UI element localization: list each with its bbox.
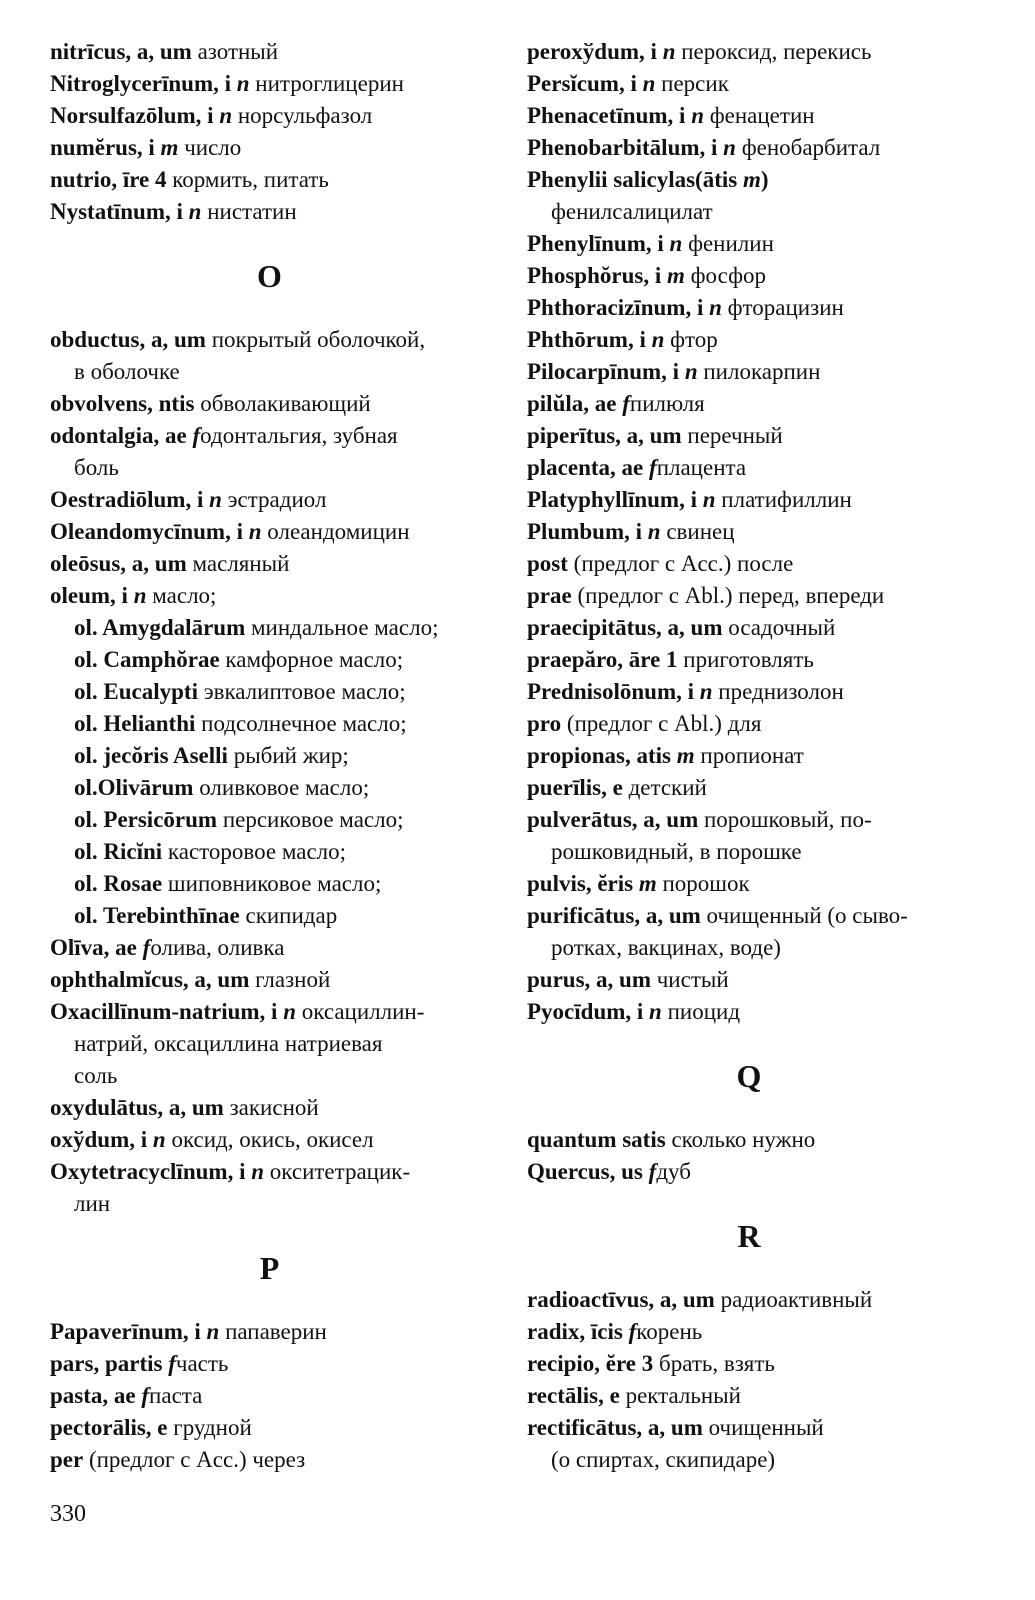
entry-headword: praecipitātus, a, um [527, 615, 723, 640]
entry-headword: post [527, 551, 568, 576]
entry-headword: ol. Ricĭni [74, 839, 163, 864]
entry-translation: дуб [656, 1159, 691, 1184]
entry-gender: f [622, 391, 630, 416]
entry-translation: шиповниковое масло; [162, 871, 382, 896]
dictionary-entry [527, 580, 987, 612]
entry-translation: рыбий жир; [227, 743, 349, 768]
entry-gender: n [709, 295, 722, 320]
entry-gender: n [669, 231, 683, 256]
entry-gender: n [691, 103, 704, 128]
entry-gender: n [152, 1127, 166, 1152]
entry-headword: pulvis, ĕris [527, 871, 634, 896]
entry-translation: олеандомицин [261, 519, 410, 544]
entry-continuation [527, 836, 987, 868]
dictionary-entry [50, 964, 505, 996]
dictionary-entry [527, 1284, 987, 1316]
entry-gender: m [666, 263, 685, 288]
entry-headword: pectorālis, e [50, 1415, 168, 1440]
section-letter: O [257, 258, 282, 294]
entry-gender: n [283, 999, 296, 1024]
sub-entry [50, 900, 505, 932]
entry-gender: m [160, 135, 179, 160]
entry-translation: закисной [223, 1095, 319, 1120]
dictionary-entry [50, 1412, 505, 1444]
entry-gender: n [699, 679, 713, 704]
entry-gender: n [219, 103, 233, 128]
entry-headword: Phthoracizīnum, i [527, 295, 704, 320]
dictionary-entry [50, 100, 505, 132]
entry-gender: f [648, 1159, 657, 1184]
entry-headword: quantum satis [527, 1127, 666, 1152]
dictionary-entry [50, 1124, 505, 1156]
entry-translation: в оболочке [74, 359, 180, 384]
entry-headword: Persĭcum, i [527, 71, 637, 96]
entry-translation: ) [760, 167, 769, 192]
entry-translation: кормить, питать [166, 167, 329, 192]
entry-headword: propionas, atis [527, 743, 672, 768]
entry-translation: фторацизин [721, 295, 844, 320]
entry-gender: n [647, 519, 661, 544]
entry-gender: n [702, 487, 716, 512]
entry-gender: n [209, 487, 222, 512]
entry-translation: паста [149, 1383, 203, 1408]
entry-translation: порошковый, по- [698, 807, 872, 832]
entry-headword: Pilocarpīnum, i [527, 359, 680, 384]
entry-headword: ol. Persicōrum [74, 807, 218, 832]
entry-continuation [50, 452, 505, 484]
entry-headword: piperītus, a, um [527, 423, 682, 448]
dictionary-entry [50, 996, 505, 1028]
entry-translation: олива, оливка [150, 935, 285, 960]
entry-headword: oleum, i [50, 583, 128, 608]
dictionary-entry [527, 356, 987, 388]
dictionary-entry [50, 164, 505, 196]
entry-gender: f [192, 423, 201, 448]
dictionary-entry [50, 1380, 505, 1412]
entry-continuation [50, 356, 505, 388]
entry-translation: преднизолон [712, 679, 844, 704]
entry-translation: глазной [249, 967, 331, 992]
entry-headword: odontalgia, ae [50, 423, 187, 448]
entry-headword: pro [527, 711, 562, 736]
entry-translation: корень [636, 1319, 703, 1344]
dictionary-entry [527, 452, 987, 484]
entry-translation: папаверин [219, 1319, 327, 1344]
entry-translation: нистатин [201, 199, 297, 224]
entry-translation: пропионат [694, 743, 804, 768]
entry-translation: подсолнечное масло; [195, 711, 407, 736]
dictionary-entry [527, 1124, 987, 1156]
entry-translation: скипидар [239, 903, 338, 928]
entry-headword: per [50, 1447, 84, 1472]
dictionary-entry [50, 36, 505, 68]
entry-headword: Oxytetracyclīnum, i [50, 1159, 246, 1184]
sub-entry [50, 644, 505, 676]
entry-gender: n [684, 359, 698, 384]
dictionary-entry [527, 1412, 987, 1444]
dictionary-entry [527, 644, 987, 676]
dictionary-entry [50, 324, 505, 356]
entry-translation: пиоцид [661, 999, 741, 1024]
dictionary-entry [527, 740, 987, 772]
entry-gender: f [141, 1383, 150, 1408]
page-number: 330 [50, 1501, 86, 1527]
dictionary-entry [527, 868, 987, 900]
dictionary-entry [50, 580, 505, 612]
dictionary-entry [50, 132, 505, 164]
dictionary-entry [50, 1316, 505, 1348]
entry-translation: (предлог с Acc.) через [83, 1447, 306, 1472]
entry-translation: свинец [660, 519, 735, 544]
entry-translation: масляный [186, 551, 290, 576]
entry-translation: лин [74, 1191, 111, 1216]
dictionary-entry [527, 804, 987, 836]
entry-translation: часть [175, 1351, 229, 1376]
entry-headword: Phenylīnum, i [527, 231, 664, 256]
dictionary-entry [50, 420, 505, 452]
dictionary-entry [527, 100, 987, 132]
entry-headword: nutrio, īre 4 [50, 167, 167, 192]
entry-translation: порошок [656, 871, 750, 896]
entry-gender: f [628, 1319, 637, 1344]
entry-translation: пероксид, перекись [675, 39, 872, 64]
entry-headword: radix, īcis [527, 1319, 623, 1344]
entry-translation: (о спиртах, скипидаре) [551, 1447, 776, 1472]
dictionary-entry [50, 1444, 505, 1476]
entry-translation: боль [74, 455, 119, 480]
dictionary-entry [527, 228, 987, 260]
entry-headword: nitrīcus, a, um [50, 39, 192, 64]
entry-continuation [527, 1444, 987, 1476]
entry-gender: n [642, 71, 656, 96]
entry-translation: перечный [681, 423, 783, 448]
entry-translation: нитроглицерин [249, 71, 404, 96]
entry-headword: puerīlis, e [527, 775, 623, 800]
entry-headword: Phenacetīnum, i [527, 103, 686, 128]
entry-headword: Phenylii salicylas(ātis [527, 167, 743, 192]
left-column [50, 36, 505, 1476]
sub-entry [50, 612, 505, 644]
entry-gender: f [168, 1351, 176, 1376]
entry-translation: оксациллин- [296, 999, 425, 1024]
dictionary-entry [527, 708, 987, 740]
dictionary-entry [527, 612, 987, 644]
entry-continuation [50, 1060, 505, 1092]
entry-gender: n [251, 1159, 265, 1184]
entry-translation: персик [655, 71, 729, 96]
entry-headword: ol. Camphŏrae [74, 647, 220, 672]
sub-entry [50, 772, 505, 804]
entry-gender: m [676, 743, 695, 768]
section-letter: P [259, 1250, 280, 1286]
entry-gender: n [236, 71, 250, 96]
dictionary-entry [527, 676, 987, 708]
entry-translation: соль [74, 1063, 118, 1088]
entry-headword: pasta, ae [50, 1383, 136, 1408]
entry-headword: obvolvens, ntis [50, 391, 195, 416]
entry-gender: n [188, 199, 202, 224]
entry-translation: пилюля [629, 391, 705, 416]
dictionary-entry [527, 1348, 987, 1380]
entry-translation: камфорное масло; [219, 647, 404, 672]
entry-headword: ol. Helianthi [74, 711, 196, 736]
entry-continuation [527, 196, 987, 228]
dictionary-entry [527, 1316, 987, 1348]
entry-headword: Phosphŏrus, i [527, 263, 662, 288]
entry-gender: n [723, 135, 736, 160]
entry-translation: приготовлять [677, 647, 814, 672]
section-letter: R [737, 1218, 761, 1254]
dictionary-entry [527, 900, 987, 932]
entry-continuation [527, 932, 987, 964]
dictionary-entry [50, 388, 505, 420]
entry-headword: purus, a, um [527, 967, 651, 992]
entry-gender: n [651, 327, 665, 352]
entry-gender: n [206, 1319, 220, 1344]
entry-translation: очищенный (о сыво- [700, 903, 908, 928]
entry-headword: Oxacillīnum-natrium, i [50, 999, 278, 1024]
dictionary-entry [50, 932, 505, 964]
entry-headword: ol. Terebinthīnae [74, 903, 240, 928]
entry-translation: одонтальгия, зубная [200, 423, 398, 448]
entry-translation: сколько нужно [665, 1127, 816, 1152]
entry-translation: окситетрацик- [264, 1159, 411, 1184]
entry-headword: Plumbum, i [527, 519, 643, 544]
dictionary-entry [527, 260, 987, 292]
entry-headword: peroxўdum, i [527, 39, 657, 64]
entry-translation: ректальный [619, 1383, 741, 1408]
dictionary-entry [527, 996, 987, 1028]
entry-headword: prae [527, 583, 572, 608]
entry-translation: фтор [664, 327, 718, 352]
entry-headword: Olīva, ae [50, 935, 137, 960]
entry-translation: оливковое масло; [193, 775, 370, 800]
dictionary-entry [527, 964, 987, 996]
entry-translation: рошковидный, в порошке [551, 839, 802, 864]
dictionary-entry [527, 68, 987, 100]
entry-continuation [50, 1028, 505, 1060]
dictionary-entry [527, 484, 987, 516]
entry-gender: n [133, 583, 147, 608]
entry-translation: азотный [191, 39, 279, 64]
entry-headword: ol.Olivārum [74, 775, 194, 800]
entry-headword: praepăro, āre 1 [527, 647, 678, 672]
entry-translation: эстрадиол [221, 487, 327, 512]
entry-headword: recipio, ĕre 3 [527, 1351, 654, 1376]
entry-translation: норсульфазол [232, 103, 373, 128]
entry-translation: детский [622, 775, 707, 800]
dictionary-entry [50, 484, 505, 516]
entry-translation: плацента [656, 455, 747, 480]
entry-gender: m [742, 167, 761, 192]
entry-headword: ophthalmĭcus, a, um [50, 967, 250, 992]
entry-headword: radioactīvus, a, um [527, 1287, 715, 1312]
entry-gender: n [248, 519, 262, 544]
dictionary-entry [50, 1092, 505, 1124]
entry-translation: радиоактивный [714, 1287, 873, 1312]
dictionary-entry [50, 548, 505, 580]
entry-translation: платифиллин [715, 487, 852, 512]
entry-translation: масло; [146, 583, 217, 608]
entry-headword: Nitroglycerīnum, i [50, 71, 231, 96]
entry-translation: (предлог с Abl.) для [561, 711, 762, 736]
dictionary-entry [527, 1380, 987, 1412]
entry-headword: Oleandomycīnum, i [50, 519, 243, 544]
dictionary-entry [527, 1156, 987, 1188]
dictionary-entry [527, 420, 987, 452]
entry-translation: число [178, 135, 242, 160]
entry-headword: ol. Amygdalārum [74, 615, 246, 640]
entry-headword: rectificātus, a, um [527, 1415, 703, 1440]
sub-entry [50, 836, 505, 868]
entry-continuation [50, 1188, 505, 1220]
entry-translation: фосфор [684, 263, 766, 288]
entry-translation: эвкалиптовое масло; [197, 679, 406, 704]
dictionary-entry [527, 388, 987, 420]
dictionary-entry [50, 516, 505, 548]
entry-translation: обволакивающий [194, 391, 371, 416]
entry-headword: Phenobarbitālum, i [527, 135, 718, 160]
entry-translation: пилокарпин [697, 359, 821, 384]
entry-headword: Quercus, us [527, 1159, 643, 1184]
sub-entry [50, 740, 505, 772]
entry-translation: оксид, окись, окисел [165, 1127, 374, 1152]
entry-headword: Oestradiōlum, i [50, 487, 204, 512]
entry-headword: ol. jecŏris Aselli [74, 743, 228, 768]
entry-gender: m [638, 871, 657, 896]
entry-translation: (предлог с Abl.) перед, впереди [571, 583, 885, 608]
dictionary-entry [50, 1156, 505, 1188]
dictionary-entry [50, 1348, 505, 1380]
dictionary-entry [50, 196, 505, 228]
entry-gender: f [142, 935, 151, 960]
dictionary-entry [527, 164, 987, 196]
entry-headword: obductus, a, um [50, 327, 206, 352]
dictionary-entry [527, 36, 987, 68]
dictionary-entry [527, 516, 987, 548]
entry-translation: осадочный [722, 615, 836, 640]
entry-translation: фенацетин [704, 103, 815, 128]
dictionary-entry [527, 292, 987, 324]
entry-translation: (предлог с Acc.) после [567, 551, 794, 576]
entry-headword: Norsulfazōlum, i [50, 103, 214, 128]
entry-headword: Pyocīdum, i [527, 999, 644, 1024]
entry-headword: oxўdum, i [50, 1127, 148, 1152]
sub-entry [50, 708, 505, 740]
entry-headword: Platyphyllīnum, i [527, 487, 697, 512]
sub-entry [50, 868, 505, 900]
entry-headword: rectālis, e [527, 1383, 620, 1408]
entry-translation: натрий, оксациллина натриевая [74, 1031, 383, 1056]
entry-translation: фенилин [682, 231, 774, 256]
entry-gender: n [649, 999, 662, 1024]
entry-headword: pars, partis [50, 1351, 163, 1376]
section-letter: Q [736, 1058, 762, 1094]
dictionary-entry [527, 548, 987, 580]
entry-translation: чистый [650, 967, 729, 992]
sub-entry [50, 804, 505, 836]
entry-translation: ротках, вакцинах, воде) [551, 935, 781, 960]
entry-translation: грудной [167, 1415, 252, 1440]
entry-headword: numĕrus, i [50, 135, 155, 160]
entry-headword: pilŭla, ae [527, 391, 617, 416]
entry-headword: purificātus, a, um [527, 903, 701, 928]
sub-entry [50, 676, 505, 708]
entry-translation: фенилсалицилат [551, 199, 713, 224]
entry-headword: Phthōrum, i [527, 327, 646, 352]
entry-translation: персиковое масло; [217, 807, 404, 832]
right-column [527, 36, 987, 1476]
entry-headword: pulverātus, a, um [527, 807, 699, 832]
entry-headword: oxydulātus, a, um [50, 1095, 224, 1120]
entry-headword: Prednisolōnum, i [527, 679, 694, 704]
entry-translation: покрытый оболочкой, [205, 327, 426, 352]
entry-headword: Nystatīnum, i [50, 199, 183, 224]
entry-headword: ol. Eucalypti [74, 679, 198, 704]
entry-headword: placenta, ae [527, 455, 644, 480]
dictionary-entry [50, 68, 505, 100]
entry-translation: брать, взять [653, 1351, 775, 1376]
entry-gender: n [662, 39, 676, 64]
entry-translation: касторовое масло; [162, 839, 347, 864]
entry-headword: Papaverīnum, i [50, 1319, 201, 1344]
dictionary-entry [527, 772, 987, 804]
entry-gender: f [649, 455, 657, 480]
entry-translation: миндальное масло; [245, 615, 439, 640]
entry-headword: ol. Rosae [74, 871, 163, 896]
entry-translation: фенобарбитал [735, 135, 881, 160]
dictionary-entry [527, 324, 987, 356]
dictionary-entry [527, 132, 987, 164]
entry-headword: oleōsus, a, um [50, 551, 187, 576]
entry-translation: очищенный [702, 1415, 824, 1440]
